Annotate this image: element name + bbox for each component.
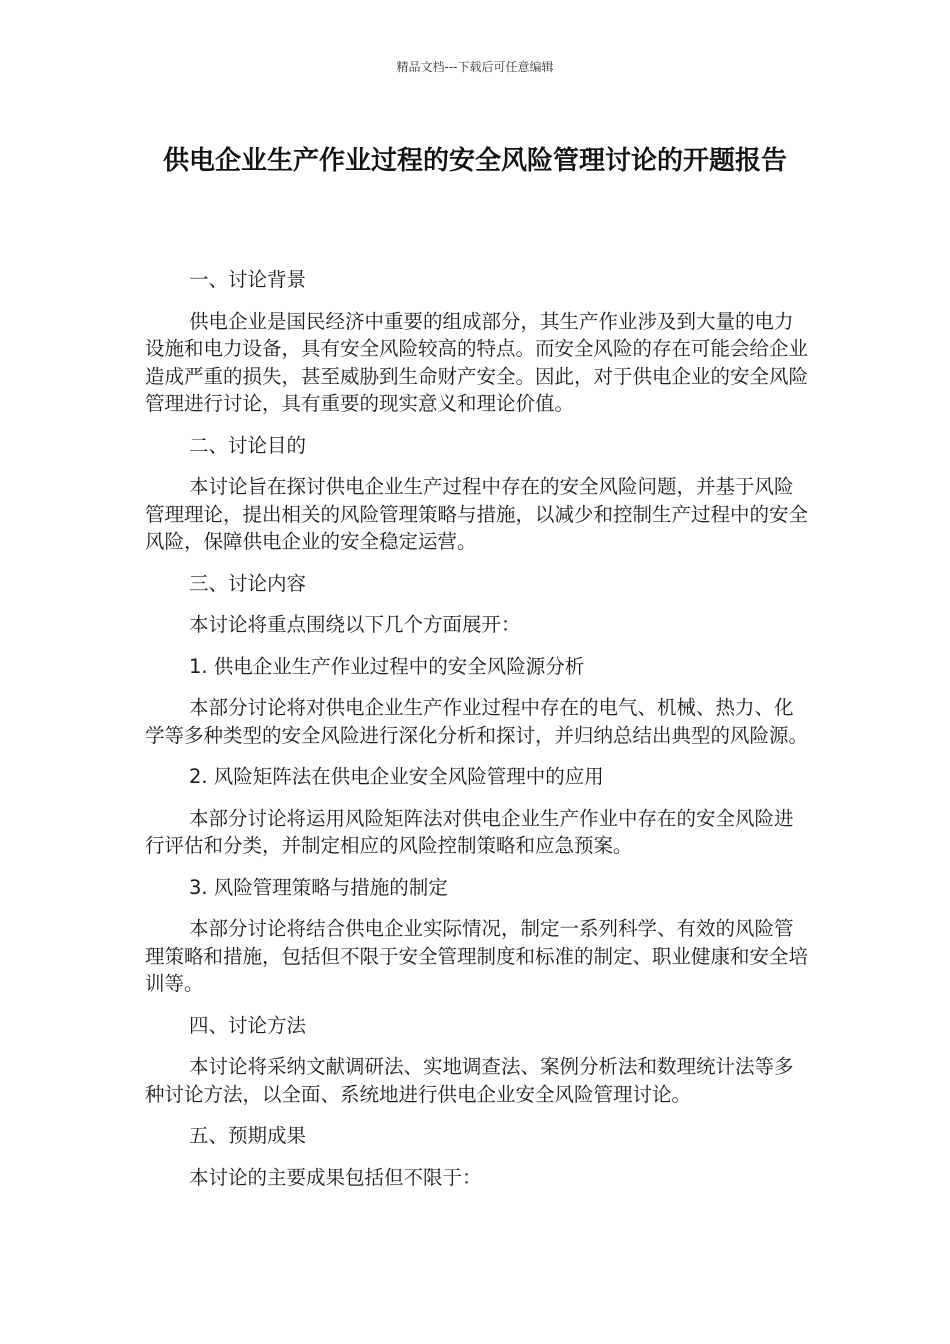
paragraph: 本部分讨论将运用风险矩阵法对供电企业生产作业中存在的安全风险进行评估和分类，并制定相应的风险控制策略和应急预案。 <box>145 806 794 857</box>
paragraph: 本部分讨论将结合供电企业实际情况，制定一系列科学、有效的风险管理策略和措施，包括但不限于安全管理制度和标准的制定、职业健康和安全培训等。 <box>145 917 809 995</box>
section-heading: 一、讨论背景 <box>189 268 307 291</box>
paragraph: 供电企业是国民经济中重要的组成部分，其生产作业涉及到大量的电力设施和电力设备，具有安全风险较高的特点。而安全风险的存在可能会给企业造成严重的损失，甚至威胁到生命财产安全。因此，对于供电企业的安全风险管理进行讨论，具有重要的现实意义和理论价值。 <box>145 309 809 415</box>
paragraph: 本讨论将重点围绕以下几个方面展开： <box>189 613 521 636</box>
paragraph: 本部分讨论将对供电企业生产作业过程中存在的电气、机械、热力、化学等多种类型的安全风险进行深化分析和探讨，并归纳总结出典型的风险源。 <box>145 696 809 747</box>
section-heading: 三、讨论内容 <box>189 571 307 595</box>
section-heading: 二、讨论目的 <box>189 433 307 457</box>
subsection-heading: 1. 供电企业生产作业过程中的安全风险源分析 <box>189 654 585 678</box>
document-title: 供电企业生产作业过程的安全风险管理讨论的开题报告 <box>162 146 787 176</box>
section-heading: 四、讨论方法 <box>189 1013 307 1037</box>
section-heading: 五、预期成果 <box>189 1124 307 1147</box>
header-note: 精品文档---下载后可任意编辑 <box>396 60 554 74</box>
paragraph: 本讨论将采纳文献调研法、实地调查法、案例分析法和数理统计法等多种讨论方法，以全面、系统地进行供电企业安全风险管理讨论。 <box>145 1055 794 1106</box>
subsection-heading: 3. 风险管理策略与措施的制定 <box>189 875 448 899</box>
paragraph: 本讨论的主要成果包括但不限于： <box>189 1165 482 1189</box>
paragraph: 本讨论旨在探讨供电企业生产过程中存在的安全风险问题，并基于风险管理理论，提出相关的风险管理策略与措施，以减少和控制生产过程中的安全风险，保障供电企业的安全稳定运营。 <box>145 475 809 553</box>
subsection-heading: 2. 风险矩阵法在供电企业安全风险管理中的应用 <box>189 765 604 788</box>
document-body <box>145 266 810 1205</box>
